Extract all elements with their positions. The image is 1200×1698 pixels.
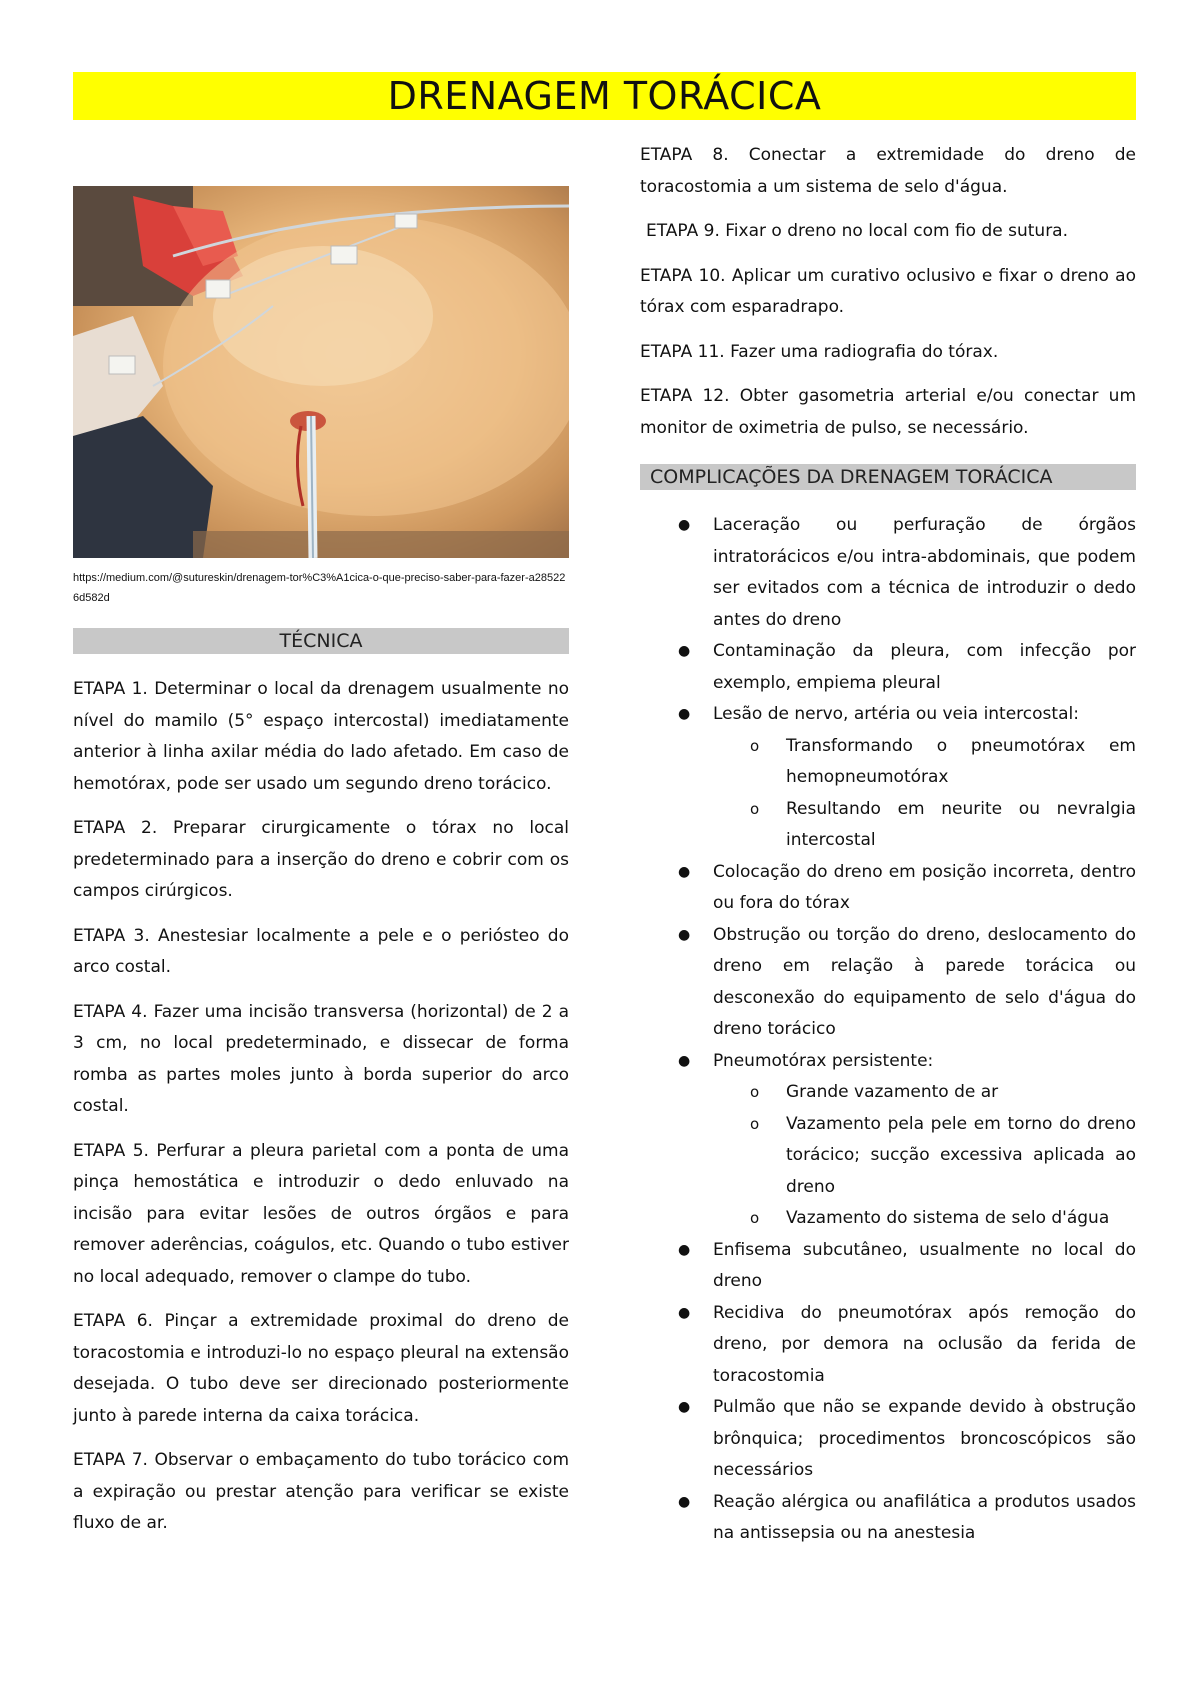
bullet-icon: ● <box>678 706 691 722</box>
tecnica-header: TÉCNICA <box>73 628 569 654</box>
step-label: ETAPA 11. <box>640 341 725 362</box>
complicacoes-header: COMPLICAÇÕES DA DRENAGEM TORÁCICA <box>640 464 1136 490</box>
sub-list-item <box>640 794 1136 857</box>
step-text: Perfurar a pleura parietal com a ponta de uma pinça hemostática e introduzir o dedo enluvado na incisão para evitar lesões de outros órgãos e para remover aderências, coágulos, etc. Quando o tubo estiver no local adequado, remover o clampe do tubo. <box>73 1140 570 1287</box>
step-label: ETAPA 6. <box>73 1311 153 1331</box>
step-text: Aplicar um curativo oclusivo e fixar o dreno ao tórax com esparadrapo. <box>640 265 1137 317</box>
list-item <box>640 699 1136 857</box>
step-paragraph <box>640 140 1136 203</box>
step-label: ETAPA 8. <box>640 145 729 165</box>
step-label: ETAPA 12. <box>640 386 730 406</box>
right-column <box>640 140 1136 1550</box>
list-item <box>640 636 1136 699</box>
complication-text: Recidiva do pneumotórax após remoção do dreno, por demora na oclusão da ferida de toracostomia <box>713 1302 1136 1386</box>
bullet-icon: ● <box>678 643 691 659</box>
sub-list-item <box>640 1203 1136 1235</box>
bullet-icon: ● <box>678 1493 691 1510</box>
step-text: Anestesiar localmente a pele e o periósteo do arco costal. <box>73 925 569 977</box>
circle-bullet-icon: o <box>750 1083 760 1101</box>
step-label: ETAPA 3. <box>73 925 150 946</box>
step-paragraph <box>73 1136 569 1294</box>
left-column <box>73 186 569 1553</box>
sub-item-text: Resultando em neurite ou nevralgia intercostal <box>786 798 1136 850</box>
chest-drain-photo <box>73 186 569 558</box>
sub-item-text: Transformando o pneumotórax em hemopneumotórax <box>786 735 1136 787</box>
complication-text: Contaminação da pleura, com infecção por exemplo, empiema pleural <box>713 641 1136 693</box>
circle-bullet-icon: o <box>750 736 760 755</box>
page-title: DRENAGEM TORÁCICA <box>73 72 1136 120</box>
step-paragraph <box>640 261 1136 324</box>
bullet-icon: ● <box>678 1304 691 1321</box>
list-item <box>640 1298 1136 1393</box>
list-item <box>640 1392 1136 1487</box>
complication-text: Pulmão que não se expande devido à obstrução brônquica; procedimentos broncoscópicos são necessários <box>713 1397 1136 1480</box>
complication-text: Laceração ou perfuração de órgãos intratorácicos e/ou intra-abdominais, que podem ser evitados com a técnica de introduzir o dedo antes do dreno <box>713 515 1136 630</box>
list-item <box>640 510 1136 636</box>
list-item <box>640 1487 1136 1550</box>
step-paragraph <box>640 337 1136 369</box>
step-text: Fixar o dreno no local com fio de sutura. <box>725 221 1069 241</box>
bullet-icon: ● <box>678 517 691 533</box>
step-label: ETAPA 5. <box>73 1140 149 1161</box>
step-paragraph <box>73 921 569 984</box>
list-item <box>640 920 1136 1046</box>
sub-list-item <box>640 1077 1136 1109</box>
list-item <box>640 1046 1136 1235</box>
step-text: Pinçar a extremidade proximal do dreno de toracostomia e introduzi-lo no espaço pleural na extensão desejada. O tubo deve ser direcionado posteriormente junto à parede interna da caixa torácica. <box>73 1311 569 1426</box>
step-label: ETAPA 2. <box>73 818 158 838</box>
step-text: Determinar o local da drenagem usualmente no nível do mamilo (5° espaço intercostal) imediatamente anterior à linha axilar média do lado afetado. Em caso de hemotórax, pode ser usado um segundo dreno torácico. <box>73 679 569 794</box>
bullet-icon: ● <box>678 926 691 943</box>
step-label: ETAPA 1. <box>73 679 148 699</box>
complication-text: Lesão de nervo, artéria ou veia intercostal: <box>713 704 1079 724</box>
complication-text: Reação alérgica ou anafilática a produtos usados na antissepsia ou na anestesia <box>713 1491 1136 1543</box>
step-paragraph <box>640 381 1136 444</box>
sub-item-text: Grande vazamento de ar <box>786 1082 999 1102</box>
sub-item-text: Vazamento do sistema de selo d'água <box>786 1208 1110 1228</box>
sub-list-item <box>640 731 1136 794</box>
circle-bullet-icon: o <box>750 1209 760 1227</box>
photo-illustration <box>73 186 569 558</box>
step-paragraph <box>73 997 569 1123</box>
complication-text: Enfisema subcutâneo, usualmente no local do dreno <box>713 1239 1136 1291</box>
step-paragraph <box>73 1445 569 1540</box>
bullet-icon: ● <box>678 1399 691 1415</box>
step-label: ETAPA 7. <box>73 1450 148 1470</box>
bullet-icon: ● <box>678 863 691 880</box>
step-paragraph <box>73 813 569 908</box>
step-paragraph <box>73 674 569 800</box>
photo-source-caption: https://medium.com/@sutureskin/drenagem-tor%C3%A1cica-o-que-preciso-saber-para-fazer-a285226d582d <box>73 572 566 604</box>
step-text: Observar o embaçamento do tubo torácico com a expiração ou prestar atenção para verificar se existe fluxo de ar. <box>73 1450 570 1533</box>
circle-bullet-icon: o <box>750 1114 760 1133</box>
step-paragraph <box>73 1306 569 1432</box>
step-text: Conectar a extremidade do dreno de toracostomia a um sistema de selo d'água. <box>640 145 1137 197</box>
complication-text: Pneumotórax persistente: <box>713 1050 934 1071</box>
circle-bullet-icon: o <box>750 799 760 818</box>
step-text: Fazer uma incisão transversa (horizontal) de 2 a 3 cm, no local predeterminado, e dissecar de forma romba as partes moles junto à borda superior do arco costal. <box>73 1001 570 1116</box>
bullet-icon: ● <box>678 1052 691 1069</box>
step-label: ETAPA 10. <box>640 265 726 286</box>
sub-list <box>713 1077 1136 1235</box>
complications-list <box>640 510 1136 1550</box>
step-text: Preparar cirurgicamente o tórax no local predeterminado para a inserção do dreno e cobrir com os campos cirúrgicos. <box>73 818 569 901</box>
sub-item-text: Vazamento pela pele em torno do dreno torácico; sucção excessiva aplicada ao dreno <box>786 1113 1136 1197</box>
step-label: ETAPA 4. <box>73 1001 148 1022</box>
list-item <box>640 857 1136 920</box>
sub-list-item <box>640 1109 1136 1204</box>
step-text: Obter gasometria arterial e/ou conectar um monitor de oximetria de pulso, se necessário. <box>640 386 1137 438</box>
bullet-icon: ● <box>678 1241 691 1258</box>
complication-text: Obstrução ou torção do dreno, deslocamento do dreno em relação à parede torácica ou desconexão do equipamento de selo d'água do dreno torácico <box>713 924 1136 1039</box>
list-item <box>640 1235 1136 1298</box>
step-paragraph <box>640 216 1136 248</box>
complication-text: Colocação do dreno em posição incorreta, dentro ou fora do tórax <box>713 861 1136 913</box>
step-text: Fazer uma radiografia do tórax. <box>730 341 999 362</box>
step-label: ETAPA 9. <box>646 221 720 241</box>
sub-list <box>713 731 1136 857</box>
